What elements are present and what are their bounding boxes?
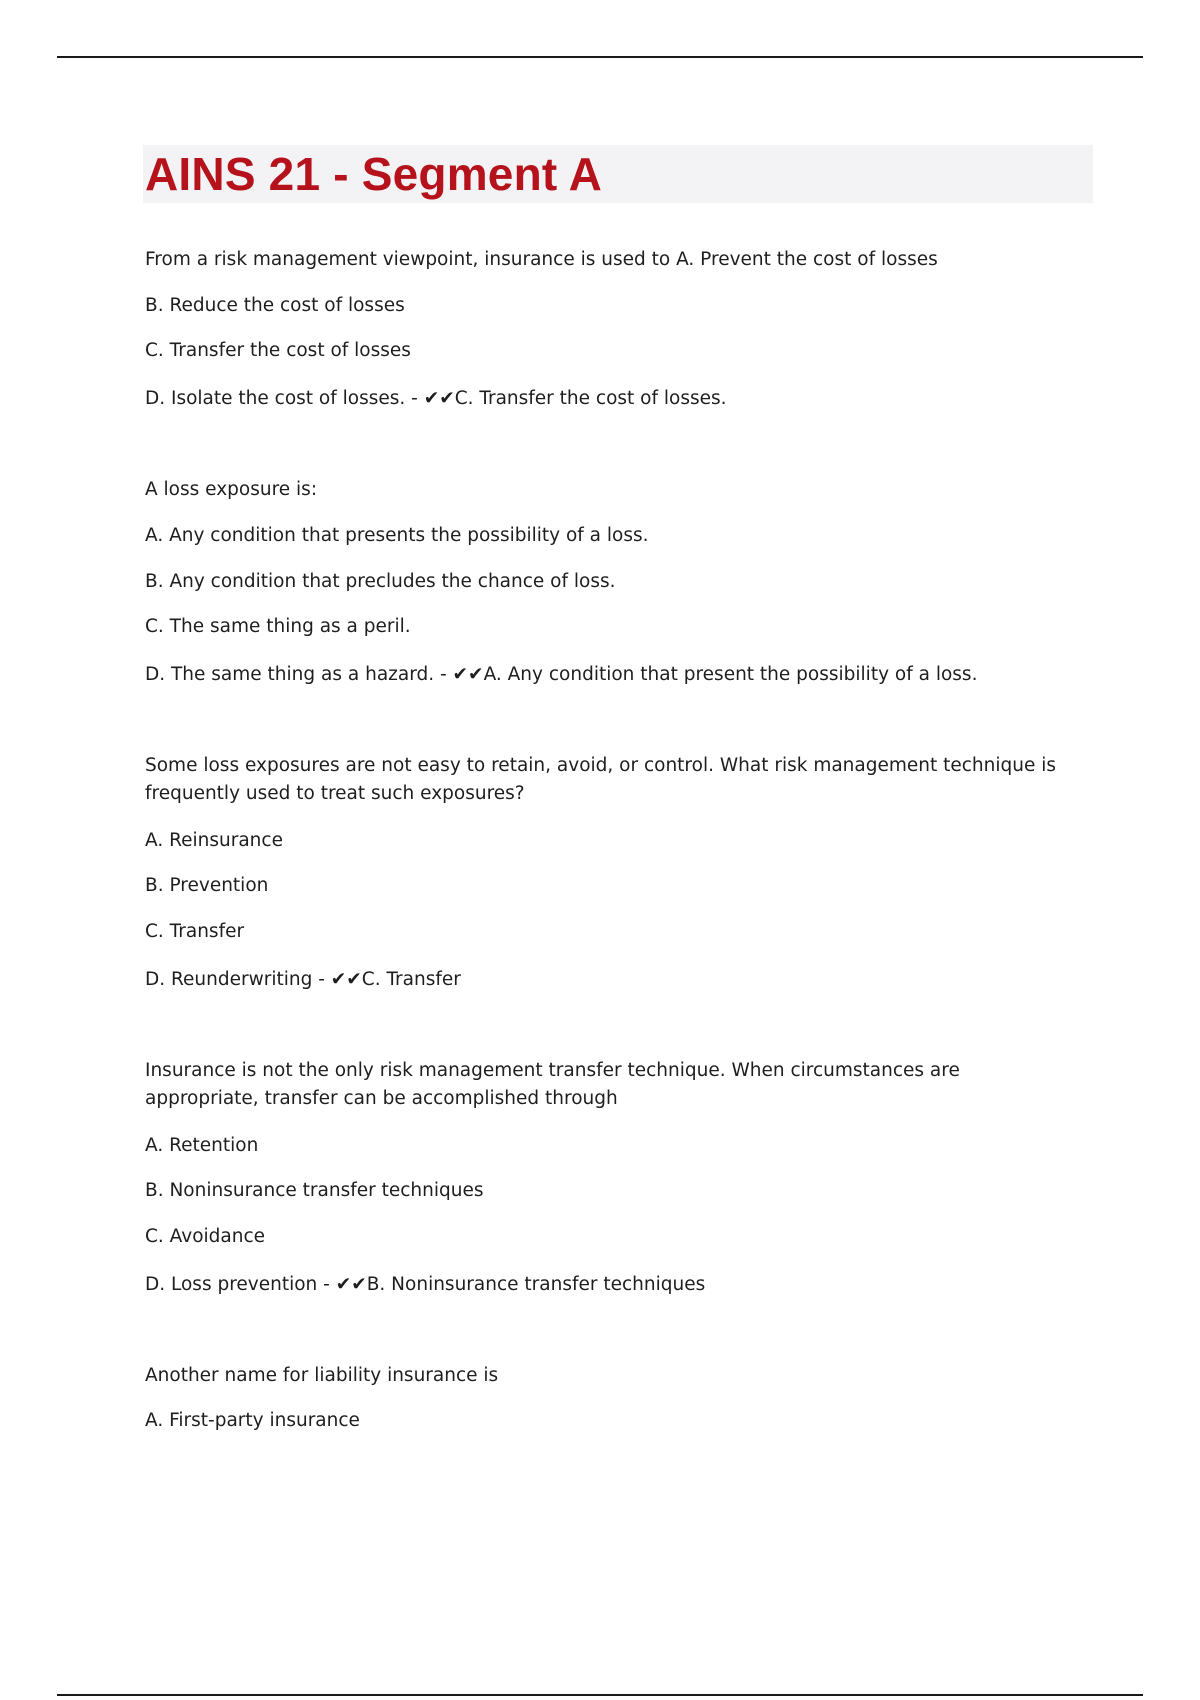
answer-option: C. Transfer <box>145 921 245 942</box>
question-prompt: Insurance is not the only risk management transfer technique. When circumstances are appropriate, transfer can be accomplished through <box>145 1060 960 1109</box>
option-text: D. Reunderwriting - <box>145 969 331 990</box>
answer-option-with-key <box>145 385 1065 413</box>
checkmark-icon: ✔✔ <box>423 388 455 409</box>
answer-option: A. Any condition that presents the possibility of a loss. <box>145 525 649 546</box>
correct-answer: A. Any condition that present the possibility of a loss. <box>483 664 978 685</box>
header-rule <box>57 56 1143 58</box>
answer-option: A. First-party insurance <box>145 1410 360 1431</box>
answer-option: B. Noninsurance transfer techniques <box>145 1180 484 1201</box>
answer-option: B. Any condition that precludes the chance of loss. <box>145 571 616 592</box>
answer-option: A. Reinsurance <box>145 830 283 851</box>
answer-option: C. Avoidance <box>145 1226 266 1247</box>
question-prompt: Some loss exposures are not easy to retain, avoid, or control. What risk management technique is frequently used to treat such exposures? <box>145 755 1057 804</box>
answer-option: C. The same thing as a peril. <box>145 616 411 637</box>
correct-answer: C. Transfer the cost of losses. <box>454 388 727 409</box>
answer-option-with-key <box>145 661 1065 689</box>
page-title: AINS 21 - Segment A <box>145 148 603 200</box>
checkmark-icon: ✔✔ <box>330 969 362 990</box>
answer-option: B. Prevention <box>145 875 269 896</box>
correct-answer: C. Transfer <box>361 969 461 990</box>
answer-option: B. Reduce the cost of losses <box>145 295 405 316</box>
question-prompt: From a risk management viewpoint, insurance is used to A. Prevent the cost of losses <box>145 249 938 270</box>
option-text: D. Loss prevention - <box>145 1274 336 1295</box>
option-text: D. The same thing as a hazard. - <box>145 664 453 685</box>
question-prompt: Another name for liability insurance is <box>145 1365 499 1386</box>
checkmark-icon: ✔✔ <box>452 664 484 685</box>
question-prompt: A loss exposure is: <box>145 479 318 500</box>
answer-option: A. Retention <box>145 1135 259 1156</box>
answer-option: C. Transfer the cost of losses <box>145 340 411 361</box>
option-text: D. Isolate the cost of losses. - <box>145 388 424 409</box>
footer-rule <box>57 1694 1143 1696</box>
checkmark-icon: ✔✔ <box>335 1274 367 1295</box>
answer-option-with-key <box>145 966 1065 994</box>
answer-option-with-key <box>145 1271 1065 1299</box>
correct-answer: B. Noninsurance transfer techniques <box>366 1274 706 1295</box>
